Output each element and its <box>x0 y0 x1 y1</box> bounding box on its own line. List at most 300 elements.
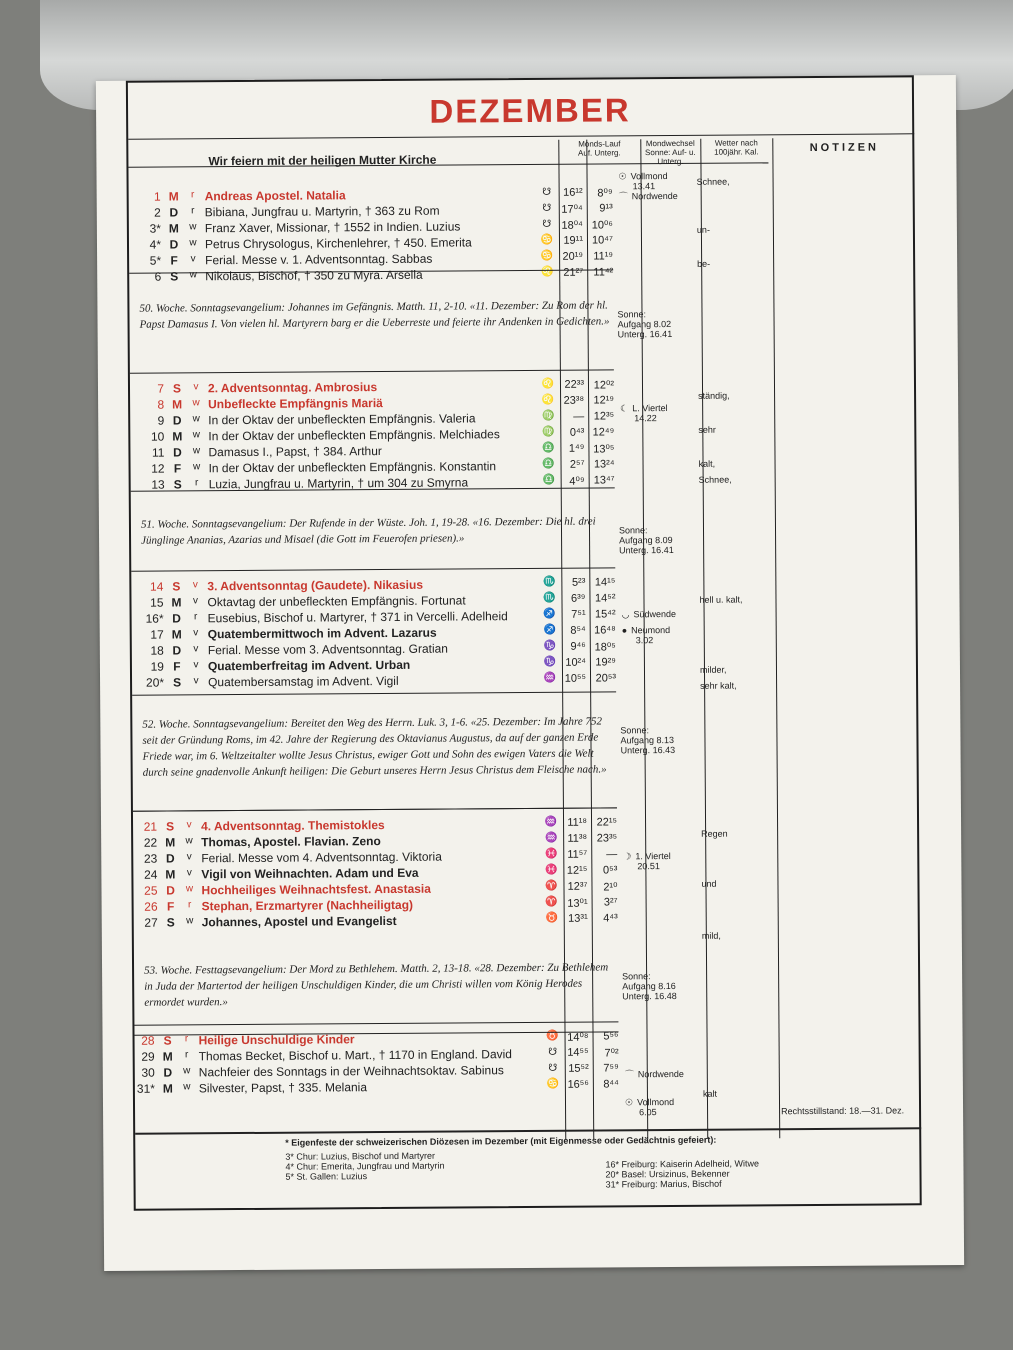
week-block <box>130 377 671 493</box>
calendar-frame <box>126 75 922 1210</box>
moon-phase-name: 1. Viertel <box>635 851 671 862</box>
day-number: 26 <box>144 899 158 914</box>
weekday-letter: M <box>165 835 176 850</box>
sun-unt: Unterg. 16.41 <box>617 328 673 340</box>
moonset-time: — <box>606 848 618 861</box>
liturgical-color: w <box>189 237 197 249</box>
feast-text: In der Oktav der unbefleckten Empfängnis. Konstantin <box>208 459 497 476</box>
moonrise-time: 7⁵¹ <box>571 608 586 621</box>
weather-entry: Schnee, <box>696 176 730 187</box>
moonrise-time: 10⁵⁵ <box>564 672 587 685</box>
weather-entry: kalt, <box>698 458 716 469</box>
day-number: 29 <box>141 1049 155 1064</box>
weekday-letter: M <box>168 189 179 204</box>
moonset-time: 12⁴⁹ <box>592 426 615 439</box>
moonset-time: 3²⁷ <box>603 896 618 909</box>
feast-text: Ferial. Messe vom 4. Adventsonntag. Viktoria <box>201 849 442 866</box>
liturgical-color: v <box>193 381 199 393</box>
weather-entry: milder, <box>699 664 727 675</box>
zodiac-icon: ♋ <box>540 250 554 262</box>
moonrise-time: 9⁴⁶ <box>570 640 586 653</box>
moonset-time: 0⁵³ <box>602 864 618 877</box>
moonrise-time: 16¹² <box>563 186 583 199</box>
moonrise-time: 8⁵⁴ <box>570 624 586 637</box>
moon-phase-name: Südwende <box>633 608 677 620</box>
weather-entry: Schnee, <box>698 474 732 485</box>
main-column-header: Wir feiern mit der heiligen Mutter Kirche <box>208 152 437 169</box>
moonset-time: 7⁰² <box>604 1047 619 1060</box>
footer-left-item: 5* St. Gallen: Luzius <box>285 1171 368 1182</box>
sun-auf: Aufgang 8.02 <box>617 319 672 330</box>
liturgical-color: r <box>184 1033 189 1045</box>
weekday-letter: D <box>169 237 179 252</box>
moonrise-time: 22³³ <box>564 378 585 391</box>
liturgical-color: w <box>192 413 200 425</box>
zodiac-icon: ☋ <box>542 202 552 214</box>
zodiac-icon: ♌ <box>540 266 554 278</box>
day-number: 17 <box>150 627 164 642</box>
day-number: 30 <box>141 1065 155 1080</box>
zodiac-icon: ♈ <box>545 896 558 908</box>
weekday-letter: M <box>172 397 183 412</box>
moonset-time: 11⁴² <box>593 266 614 279</box>
liturgical-color: w <box>186 915 194 927</box>
weekday-letter: M <box>165 867 176 882</box>
zodiac-icon: ♏ <box>543 576 556 588</box>
moonset-time: 2¹⁰ <box>603 881 618 894</box>
moonset-time: 13²⁴ <box>593 458 615 471</box>
moonset-time: 4⁴³ <box>603 912 618 925</box>
feast-text: Silvester, Papst, † 335. Melania <box>198 1080 368 1096</box>
weekday-letter: D <box>172 643 182 658</box>
sunrise-sunset-box <box>622 971 702 1002</box>
zodiac-icon: ☋ <box>548 1062 558 1074</box>
moonrise-time: — <box>573 410 585 423</box>
day-number: 9 <box>157 413 165 428</box>
moonset-time: 23³⁵ <box>596 832 618 845</box>
gospel-note: 50. Woche. Sonntagsevangelium: Johannes im Gefängnis. Matth. 11, 2-10. «11. Dezember: Zu Rom der hl. Papst Damasus I. Von vielen hl. Martyrern barg er die Ueberreste und feierte ihr Andenken in Gedichten.» <box>139 299 610 331</box>
weather-entry: Regen <box>701 828 728 839</box>
weather-entry: mild, <box>701 930 721 941</box>
gospel-note: 51. Woche. Sonntagsevangelium: Der Rufende in der Wüste. Joh. 1, 19-28. «16. Dezember: Die hl. drei Jünglinge Ananias, Azarias und Misael (die Gott im Feuerofen priesen).» <box>140 515 596 547</box>
day-number: 16* <box>145 611 164 626</box>
day-number: 31* <box>136 1081 155 1096</box>
feast-text: 3. Adventsonntag (Gaudete). Nikasius <box>207 577 424 594</box>
col-rule-notizen <box>772 138 780 1138</box>
liturgical-color: w <box>183 1081 191 1093</box>
moonrise-time: 20¹⁹ <box>562 250 584 263</box>
day-number: 11 <box>151 445 165 460</box>
day-number: 4* <box>149 237 162 252</box>
feast-text: Andreas Apostel. Natalia <box>204 188 346 204</box>
moon-phase-entry <box>619 191 678 201</box>
zodiac-icon: ♐ <box>543 608 556 620</box>
weather-entry: sehr kalt, <box>700 680 737 691</box>
gospel-rule <box>134 1021 618 1025</box>
moon-phase-entry <box>623 851 671 871</box>
day-number: 27 <box>144 915 158 930</box>
moonset-time: 18⁰⁵ <box>594 641 616 654</box>
feast-text: Heilige Unschuldige Kinder <box>198 1032 355 1048</box>
footer-title: * Eigenfeste der schweizerischen Diözesen im Dezember (mit Eigenmesse oder Gedächtnis gefeiert): <box>285 1134 717 1148</box>
footer-right-item: 16* Freiburg: Kaiserin Adelheid, Witwe <box>605 1158 760 1170</box>
weekday-letter: D <box>172 611 181 626</box>
moon-phase-entry <box>619 171 668 191</box>
moon-phase-name: Nordwende <box>631 190 678 202</box>
weather-entry: un- <box>696 224 710 235</box>
moon-phase-icon: ☉ <box>624 1097 634 1108</box>
moon-phase-icon: ● <box>621 625 628 636</box>
day-number: 19 <box>150 659 164 674</box>
moonset-time: 9¹³ <box>599 202 613 215</box>
feast-text: In der Oktav der unbefleckten Empfängnis. Valeria <box>208 411 476 428</box>
weekday-letter: D <box>166 883 175 898</box>
moon-phase-icon: ☉ <box>618 171 627 182</box>
feast-text: In der Oktav der unbefleckten Empfängnis. Melchiades <box>208 427 500 444</box>
moonset-time: 15⁴² <box>594 608 616 621</box>
sun-label: Sonne: <box>622 971 651 982</box>
zodiac-icon: ♐ <box>543 624 556 636</box>
moon-phase-icon: ⌒ <box>624 1069 634 1080</box>
moon-phase-icon: ☾ <box>620 403 629 414</box>
zodiac-icon: ♌ <box>541 378 555 390</box>
feast-text: Bibiana, Jungfrau u. Martyrin, † 363 zu Rom <box>204 203 440 220</box>
zodiac-icon: ♑ <box>543 656 557 668</box>
moon-phase-time: 20.51 <box>637 861 660 872</box>
feast-text: Nachfeier des Sonntags in der Weihnachtsoktav. Sabinus <box>198 1063 504 1080</box>
weekday-letter: F <box>173 659 181 674</box>
gospel-rule <box>130 369 614 373</box>
liturgical-color: v <box>190 253 196 265</box>
liturgical-color: w <box>189 269 197 281</box>
moonrise-time: 13³¹ <box>568 912 588 925</box>
liturgical-color: v <box>186 851 192 863</box>
weekday-letter: S <box>172 675 182 690</box>
moonrise-time: 14⁵⁵ <box>567 1046 589 1059</box>
weekday-letter: S <box>173 477 182 492</box>
liturgical-color: w <box>192 461 201 473</box>
gospel-note: 52. Woche. Sonntagsevangelium: Bereitet den Weg des Herrn. Luk. 3, 1-6. «25. Dezember: Im Jahre 752 seit der Gründung Roms, im 42. Jahre der Regierung des Oktavianus Augustus, da auf der ganzen Erde Friede war, im 6. Weltzeitalter wollte Jesus Christus, ewiger Gott und Sohn des ewigen Vaters die Welt durch seine gnadenvolle Ankunft heiligen: Die Geburt unseres Herrn Jesus Christus dem Fleische nach.» <box>142 715 607 779</box>
day-number: 12 <box>151 461 165 476</box>
day-number: 10 <box>150 429 165 444</box>
feast-text: Johannes, Apostel und Evangelist <box>201 913 397 930</box>
feast-text: Petrus Chrysologus, Kirchenlehrer, † 450. Emerita <box>204 235 472 252</box>
moonset-time: 7⁵⁹ <box>603 1062 619 1075</box>
moonrise-time: 23³⁸ <box>563 394 585 407</box>
moonset-time: 20⁵³ <box>595 672 617 685</box>
moonset-time: 5⁵⁶ <box>603 1030 619 1043</box>
sunrise-sunset-box <box>619 525 699 556</box>
weekday-letter: D <box>169 205 179 220</box>
feast-text: 4. Adventsonntag. Themistokles <box>201 818 385 834</box>
weekday-letter: M <box>162 1081 173 1096</box>
liturgical-color: r <box>190 189 195 201</box>
moonrise-time: 14⁰⁸ <box>567 1031 589 1044</box>
moonrise-time: 11¹⁸ <box>567 816 588 829</box>
moonset-time: 8⁴⁴ <box>603 1078 619 1091</box>
liturgical-color: v <box>192 595 199 607</box>
weather-entry: be- <box>697 258 711 269</box>
day-number: 24 <box>143 867 158 882</box>
weekday-letter: F <box>173 461 182 476</box>
feast-text: Quatembersamstag im Advent. Vigil <box>208 673 399 690</box>
month-title: DEZEMBER <box>429 91 631 130</box>
zodiac-icon: ♍ <box>542 426 555 438</box>
moon-phase-time: 14.22 <box>634 413 657 424</box>
sun-auf: Aufgang 8.09 <box>619 535 673 546</box>
zodiac-icon: ♉ <box>546 1030 559 1042</box>
zodiac-icon: ♓ <box>545 864 558 876</box>
sun-auf: Aufgang 8.16 <box>622 980 676 992</box>
day-number: 1 <box>153 189 161 204</box>
feast-text: Eusebius, Bischof u. Martyrer, † 371 in Vercelli. Adelheid <box>207 609 508 626</box>
moonrise-time: 10²⁴ <box>565 656 586 669</box>
weekday-letter: D <box>172 413 182 428</box>
moon-phase-time: 3.02 <box>635 635 654 646</box>
feast-text: Damasus I., Papst, † 384. Arthur <box>208 444 382 460</box>
zodiac-icon: ☋ <box>542 218 552 230</box>
liturgical-color: w <box>192 445 201 457</box>
zodiac-icon: ☋ <box>542 186 552 198</box>
day-number: 15 <box>150 595 164 610</box>
zodiac-icon: ♎ <box>542 458 555 470</box>
weekday-letter: S <box>170 269 179 284</box>
liturgical-color: w <box>185 883 194 895</box>
sunrise-sunset-box <box>620 725 700 756</box>
day-number: 28 <box>141 1033 155 1048</box>
moon-phase-name: Vollmond <box>630 171 668 182</box>
liturgical-color: v <box>193 627 199 639</box>
weekday-letter: M <box>168 221 179 236</box>
day-number: 5* <box>149 253 162 268</box>
moon-phase-name: L. Viertel <box>632 403 668 414</box>
feast-text: 2. Adventsonntag. Ambrosius <box>207 380 378 396</box>
moonset-time: 10⁰⁶ <box>591 219 613 232</box>
moonset-time: 12³⁵ <box>593 410 615 423</box>
feast-text: Oktavtag der unbefleckten Empfängnis. Fortunat <box>207 593 466 610</box>
feast-text: Thomas, Apostel. Flavian. Zeno <box>201 834 381 850</box>
sun-unt: Unterg. 16.48 <box>622 990 677 1002</box>
weather-entry: ständig, <box>698 390 730 401</box>
moonset-time: 14⁵² <box>594 592 616 605</box>
week-block <box>131 575 672 691</box>
footer-left-item: 3* Chur: Luzius, Bischof und Martyrer <box>285 1150 435 1162</box>
moon-phase-time: 6.05 <box>639 1107 657 1118</box>
moonrise-time: 13⁰¹ <box>567 897 588 910</box>
rechtsstillstand-note: Rechtsstillstand: 18.—31. Dez. <box>781 1105 905 1117</box>
liturgical-color: r <box>184 1049 189 1061</box>
zodiac-icon: ♋ <box>546 1078 560 1090</box>
sun-label: Sonne: <box>618 525 648 536</box>
moonrise-time: 15⁵² <box>568 1062 589 1075</box>
header-mondwechsel: Mondwechsel Sonne: Auf- u. Unterg. <box>644 138 696 167</box>
liturgical-color: w <box>185 835 193 847</box>
liturgical-color: v <box>186 867 192 879</box>
weather-entry: kalt <box>702 1088 717 1099</box>
moon-phase-entry <box>625 1069 684 1079</box>
moon-phase-icon: ☽ <box>623 851 632 862</box>
moonset-time: 22¹⁵ <box>596 816 618 829</box>
weekday-letter: D <box>165 851 175 866</box>
liturgical-color: v <box>193 675 199 687</box>
day-number: 7 <box>157 381 165 396</box>
gospel-rule <box>131 567 615 571</box>
day-number: 18 <box>150 643 164 658</box>
feast-text: Ferial. Messe vom 3. Adventsonntag. Gratian <box>207 641 449 658</box>
moon-phase-icon: ◡ <box>621 609 630 620</box>
zodiac-icon: ♍ <box>541 410 555 422</box>
footer-right-list <box>605 1158 759 1189</box>
weekday-letter: S <box>166 915 175 930</box>
week-block <box>133 815 674 931</box>
moonset-time: 16⁴⁸ <box>594 624 616 637</box>
weekday-letter: M <box>171 595 182 610</box>
liturgical-color: w <box>192 429 200 441</box>
calendar-page <box>96 75 964 1271</box>
moonset-time: 12¹⁹ <box>593 394 615 407</box>
liturgical-color: r <box>194 477 199 489</box>
weather-entry: und <box>701 878 717 889</box>
liturgical-color: v <box>186 819 192 831</box>
footer-left-item: 4* Chur: Emerita, Jungfrau und Martyrin <box>285 1160 445 1172</box>
feast-text: Ferial. Messe v. 1. Adventsonntag. Sabbas <box>205 251 433 268</box>
moonset-time: 19²⁹ <box>595 656 616 669</box>
weekday-letter: M <box>172 429 183 444</box>
liturgical-color: r <box>193 611 198 623</box>
weekday-letter: M <box>171 627 182 642</box>
weekday-letter: F <box>170 253 178 268</box>
feast-text: Nikolaus, Bischof, † 350 zu Myra. Arsella <box>205 267 423 284</box>
moon-phase-entry <box>620 403 668 423</box>
moonrise-time: 0⁴³ <box>569 426 585 439</box>
zodiac-icon: ♉ <box>545 912 558 924</box>
zodiac-icon: ♌ <box>541 394 555 406</box>
moonrise-time: 18⁰⁴ <box>561 219 583 232</box>
zodiac-icon: ♋ <box>540 234 554 246</box>
day-number: 3* <box>149 221 161 236</box>
footer-right-item: 31* Freiburg: Marius, Bischof <box>605 1178 722 1190</box>
zodiac-icon: ♏ <box>543 592 556 604</box>
moonrise-time: 6³⁹ <box>570 592 586 605</box>
moonset-time: 14¹⁵ <box>594 576 616 589</box>
header-mondlauf: Monds-Lauf Auf. Unterg. <box>577 139 621 158</box>
moon-phase-name: Nordwende <box>637 1068 684 1080</box>
moonrise-time: 19¹¹ <box>563 234 584 247</box>
header-notizen: NOTIZEN <box>809 141 880 155</box>
header-wetter: Wetter nach 100jähr. Kal. <box>714 138 759 157</box>
sun-unt: Unterg. 16.43 <box>620 744 676 756</box>
feast-text: Vigil von Weihnachten. Adam und Eva <box>201 865 419 882</box>
moonset-time: 12⁰² <box>593 379 615 392</box>
moonrise-time: 17⁰⁴ <box>561 203 583 216</box>
footer-left-list <box>285 1151 444 1182</box>
moonrise-time: 21²⁷ <box>563 266 584 279</box>
gospel-note: 53. Woche. Festtagsevangelium: Der Mord zu Bethlehem. Matth. 2, 13-18. «28. Dezember: Zu Bethlehem in Juda der Martertod der heiligen Unschuldigen Kinder, die um Christi willen vom König Herodes ermordet wurden.» <box>144 961 609 1009</box>
feast-text: Unbefleckte Empfängnis Mariä <box>208 396 383 412</box>
moon-phase-time: 13.41 <box>632 181 656 192</box>
moonrise-time: 5²³ <box>571 576 586 589</box>
day-number: 8 <box>157 397 165 412</box>
feast-text: Thomas Becket, Bischof u. Mart., † 1170 in England. David <box>198 1047 512 1064</box>
liturgical-color: r <box>191 205 195 217</box>
weather-entry: sehr <box>698 424 716 435</box>
moonrise-time: 11³⁸ <box>567 832 588 845</box>
day-number: 20* <box>145 675 165 690</box>
day-number: 23 <box>143 851 158 866</box>
moonrise-time: 12³⁷ <box>567 880 588 893</box>
moon-phase-name: Vollmond <box>637 1097 675 1108</box>
moonset-time: 13⁴⁷ <box>593 474 615 487</box>
weather-entry: hell u. kalt, <box>699 594 743 605</box>
liturgical-color: v <box>193 659 199 671</box>
liturgical-color: w <box>183 1065 191 1077</box>
moonset-time: 11¹⁹ <box>593 250 614 263</box>
footer-diocese-feasts <box>135 1133 919 1190</box>
moonrise-time: 11⁵⁷ <box>567 848 588 861</box>
feast-text: Luzia, Jungfrau u. Martyrin, † um 304 zu Smyrna <box>208 475 469 492</box>
liturgical-color: w <box>189 221 197 233</box>
feast-text: Stephan, Erzmartyrer (Nachheiligtag) <box>201 897 414 914</box>
day-number: 21 <box>143 819 158 834</box>
moonrise-time: 4⁰⁹ <box>569 475 585 488</box>
weekday-letter: D <box>173 445 182 460</box>
weekday-letter: S <box>163 1033 172 1048</box>
moonrise-time: 16⁵⁶ <box>567 1078 589 1091</box>
weekday-letter: S <box>172 381 182 396</box>
weekday-letter: S <box>172 579 181 594</box>
zodiac-icon: ♒ <box>544 816 558 828</box>
moonset-time: 8⁰⁹ <box>597 187 613 200</box>
sun-label: Sonne: <box>620 725 649 736</box>
moon-phase-entry <box>622 609 676 619</box>
liturgical-color: r <box>187 899 192 911</box>
zodiac-icon: ♎ <box>542 442 555 454</box>
moon-phase-entry <box>625 1097 674 1117</box>
day-number: 14 <box>149 579 164 594</box>
day-number: 22 <box>143 835 158 850</box>
weekday-letter: M <box>162 1049 173 1064</box>
zodiac-icon: ♒ <box>544 832 558 844</box>
weekday-letter: S <box>165 819 175 834</box>
moonrise-time: 2⁵⁷ <box>569 458 585 471</box>
zodiac-icon: ♓ <box>544 848 558 860</box>
moonset-time: 13⁰⁵ <box>593 443 615 456</box>
sunrise-sunset-box <box>617 309 697 340</box>
zodiac-icon: ☋ <box>548 1046 558 1058</box>
weekday-letter: D <box>163 1065 173 1080</box>
moonrise-time: 1⁴⁹ <box>568 442 585 455</box>
moonrise-time: 12¹⁵ <box>566 864 588 877</box>
liturgical-color: v <box>193 643 199 655</box>
week-rule <box>132 691 616 695</box>
zodiac-icon: ♈ <box>545 880 558 892</box>
week-block <box>135 1029 675 1097</box>
liturgical-color: w <box>192 397 200 409</box>
feast-text: Quatembermittwoch im Advent. Lazarus <box>207 625 437 642</box>
liturgical-color: v <box>192 579 198 591</box>
feast-text: Quatemberfreitag im Advent. Urban <box>207 657 411 674</box>
footer-right-item: 20* Basel: Ursizinus, Bekenner <box>605 1168 730 1180</box>
weekday-letter: F <box>166 899 175 914</box>
moonset-time: 10⁴⁷ <box>591 234 614 247</box>
moon-phase-icon: ⌒ <box>618 191 628 202</box>
feast-text: Franz Xaver, Missionar, † 1552 in Indien. Luzius <box>204 219 461 236</box>
sun-unt: Unterg. 16.41 <box>619 544 674 556</box>
week-rule <box>133 807 617 811</box>
moon-phase-name: Neumond <box>631 625 671 636</box>
feast-text: Hochheiliges Weihnachtsfest. Anastasia <box>201 881 431 898</box>
sun-auf: Aufgang 8.13 <box>620 734 675 746</box>
